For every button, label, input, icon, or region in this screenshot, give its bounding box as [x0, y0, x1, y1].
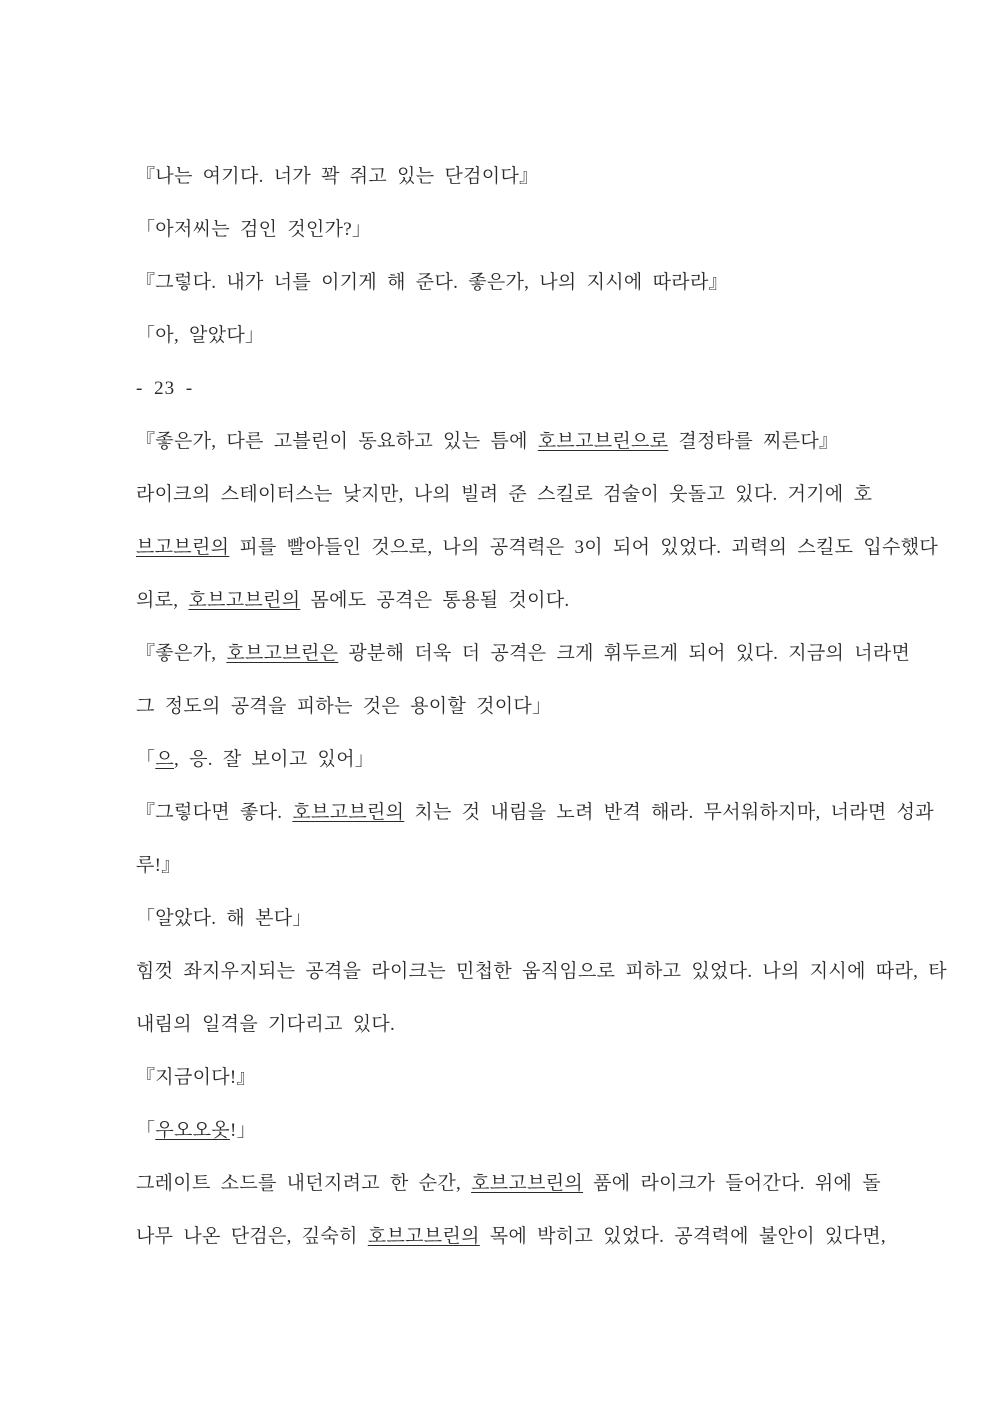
- paragraph-line: [136, 1051, 948, 1104]
- paragraph-line: [136, 733, 948, 786]
- text-segment: 「아저씨는 검인 것인가?」: [136, 219, 372, 240]
- underlined-text: 호브고브린의: [367, 1226, 480, 1247]
- paragraph-line: [136, 468, 948, 521]
- text-segment: 「: [136, 1120, 156, 1141]
- text-segment: 『좋은가, 다른 고블린이 동요하고 있는 틈에: [136, 431, 538, 452]
- paragraph-line: [136, 998, 948, 1051]
- text-segment: 나무 나온 단검은, 깊숙히: [136, 1226, 368, 1247]
- paragraph-line: [136, 203, 948, 256]
- text-segment: 『그렇다면 좋다.: [136, 802, 293, 823]
- underlined-text: 브고브린의: [136, 537, 230, 558]
- paragraph-line: [136, 680, 948, 733]
- paragraph-line: [136, 892, 948, 945]
- text-segment: 치는 것 내림을 노려 반격 해라. 무서워하지마, 너라면 성과: [404, 802, 934, 823]
- paragraph-line: [136, 574, 948, 627]
- paragraph-line: [136, 627, 948, 680]
- text-segment: 루!』: [136, 855, 181, 876]
- paragraph-line: [136, 150, 948, 203]
- paragraph-line: [136, 415, 948, 468]
- text-segment: 『그렇다. 내가 너를 이기게 해 준다. 좋은가, 나의 지시에 따라라』: [136, 272, 728, 293]
- underlined-text: 으: [155, 749, 174, 770]
- page-number: [136, 362, 948, 415]
- text-segment: 『지금이다!』: [136, 1067, 256, 1088]
- text-segment: 그 정도의 공격을 피하는 것은 용이할 것이다」: [136, 696, 552, 717]
- text-segment: 내림의 일격을 기다리고 있다.: [136, 1014, 396, 1035]
- underlined-text: 호브고브린의: [188, 590, 301, 611]
- underlined-text: 호브고브린은: [226, 643, 339, 664]
- text-segment: , 응. 잘 보이고 있어」: [173, 749, 375, 770]
- underlined-text: 호브고브린으로: [537, 431, 669, 452]
- text-segment: 품에 라이크가 들어간다. 위에 돌: [583, 1173, 881, 1194]
- text-segment: 그레이트 소드를 내던지려고 한 순간,: [136, 1173, 472, 1194]
- text-segment: 「알았다. 해 본다」: [136, 908, 312, 929]
- text-segment: 『좋은가,: [136, 643, 227, 664]
- paragraph-line: [136, 521, 948, 574]
- text-segment: 피를 빨아들인 것으로, 나의 공격력은 3이 되어 있었다. 괴력의 스킬도 입수했다: [229, 537, 939, 558]
- underlined-text: 우오오옷: [155, 1120, 230, 1141]
- text-segment: 광분해 더욱 더 공격은 크게 휘두르게 되어 있다. 지금의 너라면: [338, 643, 911, 664]
- text-segment: 『나는 여기다. 너가 꽉 쥐고 있는 단검이다』: [136, 166, 539, 187]
- underlined-text: 호브고브린의: [292, 802, 405, 823]
- text-segment: 힘껏 좌지우지되는 공격을 라이크는 민첩한 움직임으로 피하고 있었다. 나의 지시에 따라, 타: [136, 961, 947, 982]
- text-segment: 라이크의 스테이터스는 낮지만, 나의 빌려 준 스킬로 검술이 웃돌고 있다. 거기에 호: [136, 484, 873, 505]
- paragraph-line: [136, 1210, 948, 1263]
- paragraph-line: [136, 1104, 948, 1157]
- text-segment: 결정타를 찌른다』: [668, 431, 839, 452]
- paragraph-line: [136, 786, 948, 839]
- text-segment: 의로,: [136, 590, 189, 611]
- paragraph-line: [136, 839, 948, 892]
- paragraph-line: [136, 945, 948, 998]
- underlined-text: 호브고브린의: [471, 1173, 584, 1194]
- text-segment: 몸에도 공격은 통용될 것이다.: [300, 590, 570, 611]
- paragraph-line: [136, 1157, 948, 1210]
- document-text-block: [136, 150, 948, 1263]
- text-segment: 「: [136, 749, 156, 770]
- text-segment: 「아, 알았다」: [136, 325, 265, 346]
- paragraph-line: [136, 309, 948, 362]
- text-segment: !」: [229, 1120, 256, 1141]
- text-segment: - 23 -: [136, 378, 194, 399]
- text-segment: 목에 박히고 있었다. 공격력에 불안이 있다면,: [479, 1226, 886, 1247]
- paragraph-line: [136, 256, 948, 309]
